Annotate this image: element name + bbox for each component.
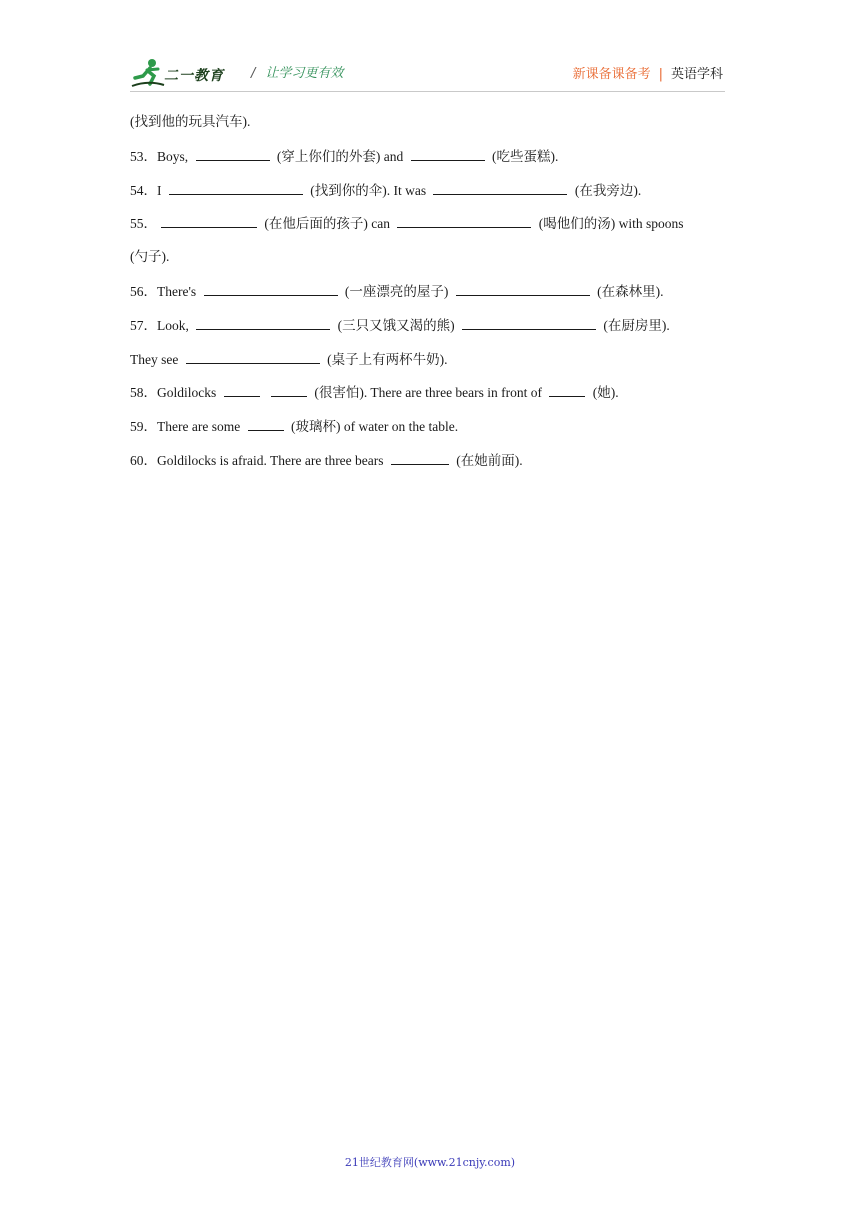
line-text: (在他后面的孩子) can — [264, 216, 390, 232]
answer-blank[interactable] — [433, 180, 567, 195]
answer-blank[interactable] — [462, 315, 596, 330]
exercise-line — [130, 112, 730, 146]
answer-blank[interactable] — [549, 382, 585, 397]
line-text: (找到你的伞). It was — [310, 182, 427, 198]
line-text: 57．Look, — [130, 317, 189, 333]
exercise-54 — [130, 180, 730, 214]
header-tags — [573, 63, 723, 82]
exercise-60 — [130, 450, 730, 484]
tag-course: 新课备课备考 — [572, 67, 651, 82]
line-text: (在厨房里). — [603, 317, 670, 333]
page-footer: 21世纪教育网(www.21cnjy.com) — [344, 1156, 516, 1169]
answer-blank[interactable] — [397, 213, 531, 228]
slogan — [251, 62, 343, 81]
line-text: 59．There are some — [130, 419, 241, 435]
slogan-text: 让学习更有效 — [265, 66, 344, 81]
page-header — [130, 52, 725, 92]
logo — [130, 56, 240, 90]
exercise-line — [130, 349, 730, 383]
line-text: (桌子上有两杯牛奶). — [327, 351, 448, 367]
line-text: (在她前面). — [456, 452, 523, 468]
answer-blank[interactable] — [196, 315, 330, 330]
answer-blank[interactable] — [391, 450, 449, 465]
line-text: (穿上你们的外套) and — [276, 148, 404, 164]
exercise-list — [130, 112, 730, 484]
line-text: They see — [130, 351, 179, 367]
exercise-55 — [130, 213, 730, 247]
line-text: (三只又饿又渴的熊) — [337, 317, 455, 333]
answer-blank[interactable] — [196, 146, 270, 161]
answer-blank[interactable] — [271, 382, 307, 397]
line-text: (她). — [592, 385, 619, 401]
line-text: (喝他们的汤) with spoons — [538, 216, 684, 232]
line-text: (找到他的玩具汽车). — [130, 114, 251, 129]
line-text: 58．Goldilocks — [130, 385, 217, 401]
exercise-line — [130, 247, 730, 281]
line-text: 54．I — [130, 182, 162, 198]
exercise-59 — [130, 416, 730, 450]
answer-blank[interactable] — [456, 281, 590, 296]
answer-blank[interactable] — [411, 146, 485, 161]
slogan-slash: / — [251, 66, 256, 81]
exercise-57 — [130, 315, 730, 349]
line-text: (玻璃杯) of water on the table. — [290, 419, 459, 435]
runner-logo-icon — [130, 56, 166, 90]
line-text: 56．There's — [130, 283, 197, 299]
answer-blank[interactable] — [248, 416, 284, 431]
answer-blank[interactable] — [186, 349, 320, 364]
answer-blank[interactable] — [204, 281, 338, 296]
answer-blank[interactable] — [161, 213, 257, 228]
tag-subject: 英语学科 — [670, 67, 723, 82]
answer-blank[interactable] — [169, 180, 303, 195]
line-text: (吃些蛋糕). — [492, 148, 559, 164]
header-divider — [130, 91, 725, 92]
tag-separator: | — [658, 67, 663, 82]
exercise-56 — [130, 281, 730, 315]
line-text: (很害怕). There are three bears in front of — [314, 385, 543, 401]
line-text: (在我旁边). — [574, 182, 642, 198]
answer-blank[interactable] — [224, 382, 260, 397]
line-text: (在森林里). — [597, 283, 664, 299]
line-text: (勺子). — [130, 249, 170, 265]
logo-text: 二一教育 — [164, 68, 224, 84]
exercise-58 — [130, 382, 730, 416]
line-text: (一座漂亮的屋子) — [344, 283, 449, 299]
line-text: 55． — [130, 216, 157, 232]
line-text: 60．Goldilocks is afraid. There are three bears — [130, 452, 384, 468]
exercise-53 — [130, 146, 730, 180]
line-text: 53．Boys, — [130, 148, 189, 164]
